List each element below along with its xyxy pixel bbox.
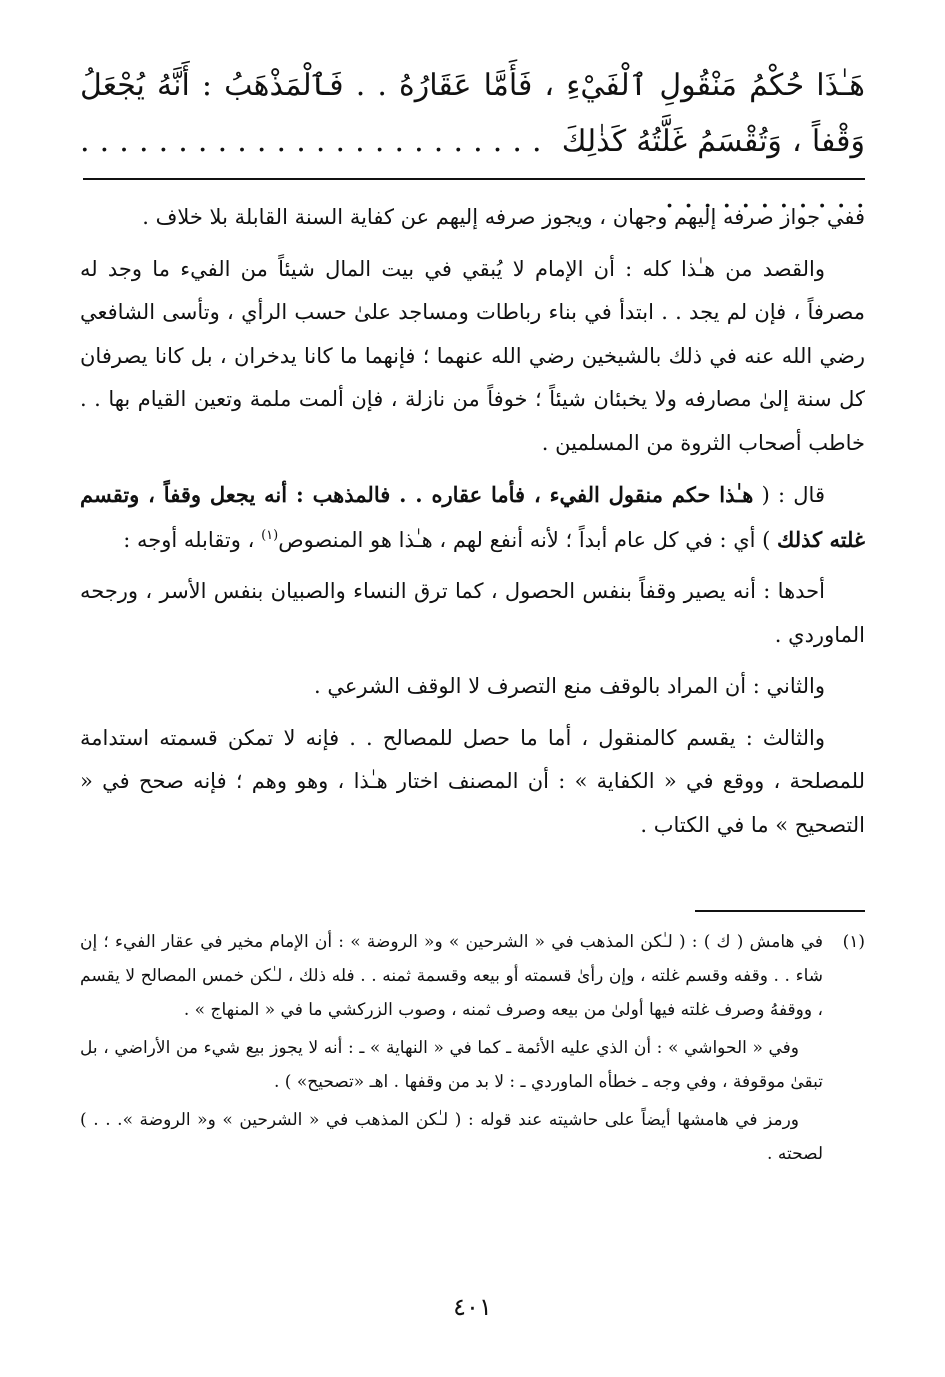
matn-separator-line: [83, 178, 865, 180]
footnote-separator-line: [695, 910, 865, 912]
quote-continuation: ) أي : في كل عام أبداً ؛ لأنه أنفع لهم ، هـٰذا هو المنصوص: [278, 527, 771, 552]
footnote-paragraph: في هامش ( ك ) : ( لـٰكن المذهب في « الشرحين » و« الروضة » : أن الإمام مخير في عقار الفيء ؛ إن شاء . . وقفه وقسم غلته ، وإن رأىٰ قسمته أو بيعه وقسمة ثمنه . . فله ذلك ، لـٰكن خمس المصالح لا يقسم ، ووقفهُ وصرف غلته فيها أولىٰ من بيعه وصرف ثمنه ، وصوب الزركشي ما في « المنهاج » .: [80, 932, 823, 1020]
matn-dots: . . . . . . . . . . . . . . . . . . . . . . . . . . . . . . . . . . .: [80, 124, 865, 215]
quote-intro: قال : (: [761, 483, 825, 507]
footnote-number: (١): [842, 932, 865, 952]
quote-end: ، وتقابله أوجه :: [123, 527, 255, 552]
commentary-paragraph-6: والثالث : يقسم كالمنقول ، أما ما حصل للمصالح . . فإنه لا تمكن قسمته استدامة للمصلحة ، ووقع في « الكفاية » : أن المصنف اختار هـٰذا ، وهو وهم ؛ فإنه صحح في « التصحيح » ما في الكتاب .: [80, 725, 865, 837]
commentary-paragraph-1: ففي جواز صرفه إليهم وجهان ، ويجوز صرفه إليهم عن كفاية السنة القابلة بلا خلاف .: [142, 205, 865, 229]
commentary-paragraph-3: [80, 473, 865, 562]
footnotes-block: [80, 925, 865, 1177]
page-number: ٤٠١: [453, 1293, 492, 1321]
footnote-body: [80, 925, 823, 1175]
footnote-paragraph: ورمز في هامشها أيضاً على حاشيته عند قوله : ( لـٰكن المذهب في « الشرحين » و« الروضة ». . . ) لصحته .: [80, 1110, 823, 1164]
matn-text: هَـٰذَا حُكْمُ مَنْقُولِ ٱلْفَيْءِ ، فَأَمَّا عَقَارُهُ . . فَٱلْمَذْهَبُ : أَنَّهُ يُجْعَلُ وَقْفاً ، وَتُقْسَمُ غَلَّتُهُ كَذٰلِكَ: [80, 68, 865, 159]
commentary-paragraph-2: والقصد من هـٰذا كله : أن الإمام لا يُبقي في بيت المال شيئاً من الفيء ما وجد له مصرفاً ، فإن لم يجد . . ابتدأ في بناء رباطات ومساجد علىٰ حسب الرأي ، وتأسى الشافعي رضي الله عنه في ذلك بالشيخين رضي الله عنهما ؛ فإنهما ما كانا يدخران ، بل كانا يصرفان كل سنة إلىٰ مصارفه ولا يخبئان شيئاً ؛ خوفاً من نازلة ، فإن ألمت ملمة وتعين القيام بها . . خاطب أصحاب الثروة من المسلمين .: [80, 256, 865, 455]
commentary-block: [80, 196, 865, 855]
footnote: [80, 925, 865, 1175]
commentary-paragraph-5: والثاني : أن المراد بالوقف منع التصرف لا الوقف الشرعي .: [314, 674, 825, 698]
footnote-paragraph: وفي « الحواشي » : أن الذي عليه الأئمة ـ كما في « النهاية » ـ : أنه لا يجوز بيع شيء من الأراضي ، بل تبقىٰ موقوفة ، وفي وجه ـ خطأه الماوردي ـ : لا بد من وقفها . اهـ «تصحيح» ) .: [80, 1038, 823, 1092]
footnote-reference[interactable]: (١): [261, 527, 279, 543]
commentary-paragraph-4: أحدها : أنه يصير وقفاً بنفس الحصول ، كما ترق النساء والصبيان بنفس الأسر ، ورجحه الماوردي .: [80, 579, 865, 647]
quoted-matn-bold: هـٰذا حكم منقول الفيء ، فأما عقاره . . فالمذهب : أنه يجعل وقفاً ، وتقسم غلته كذلك: [80, 482, 865, 552]
